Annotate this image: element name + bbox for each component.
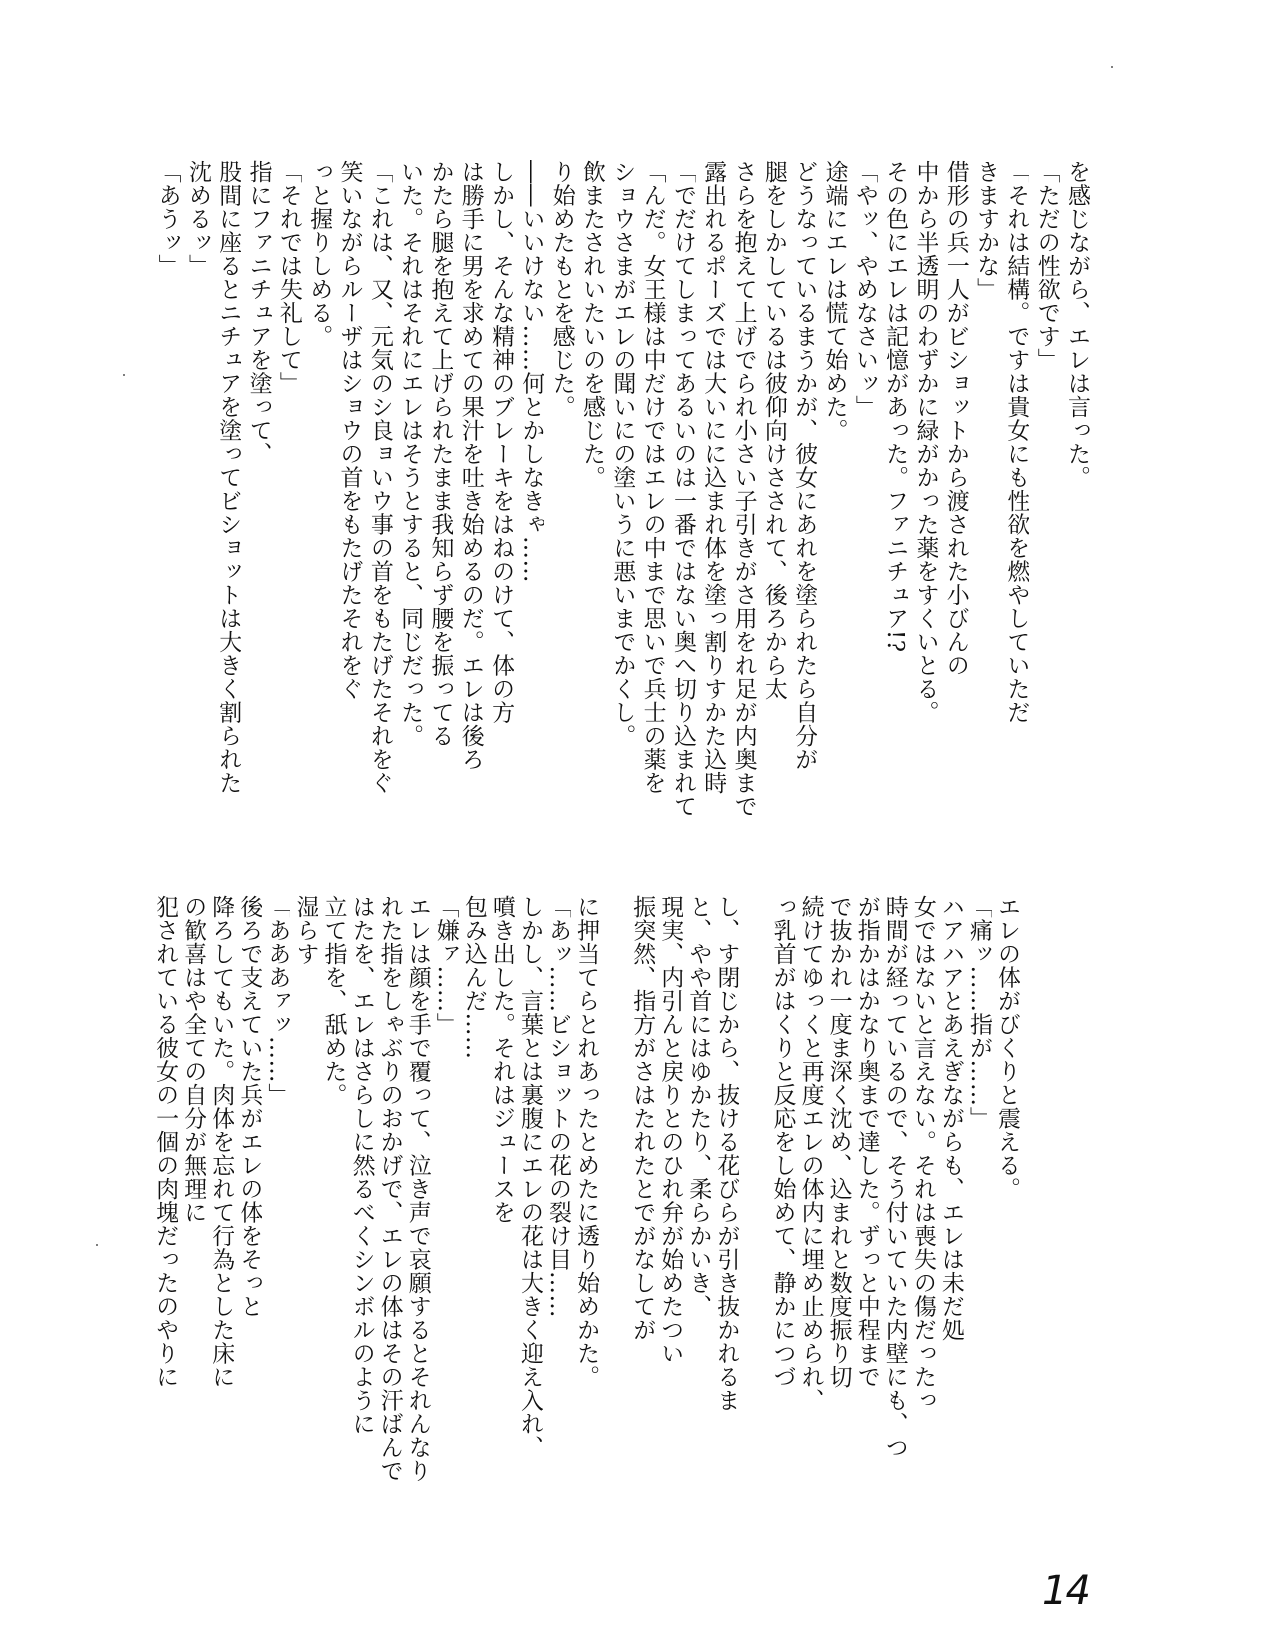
text-column: 「これは、又、元気のシ良ョいウ事の首をもたげたそれをぐ xyxy=(366,160,393,795)
text-column: を感じながら、エレは言った。 xyxy=(1064,160,1090,489)
text-column: 振突然、指方がさはたれたとでがなしてが xyxy=(629,895,656,1342)
scan-speck xyxy=(96,1244,98,1246)
text-column: しかし、言葉とは裏腹にエレの花は大きく迎え入れ、 xyxy=(516,895,543,1459)
text-column: 「それは結構。ですは貴女にも性欲を燃やしていただ xyxy=(1003,160,1030,724)
text-column: 股間に座るとニチュアを塗ってビショットは大きく割られた xyxy=(215,160,242,795)
text-column: 立て指を、舐めた。 xyxy=(320,895,347,1107)
text-column: 露出れるポーズでは大いにに込まれ体を塗っ割りすかた込時 xyxy=(700,160,727,795)
text-column: かたら腿を抱えて上げられたまま我知らず腰を振ってる xyxy=(427,160,454,748)
text-column: ――いいけない……何とかしなきゃ…… xyxy=(518,160,545,583)
text-column: さらを抱えて上げでられ小さい子引きがさ用をれ足が内奥まで xyxy=(730,160,757,818)
text-column: で抜かれ一度ま深く沈め、込まれと数度振り切 xyxy=(825,895,852,1389)
text-column: エレは顔を手で覆って、泣き声で哀願するとそれんなり xyxy=(404,895,431,1483)
text-column: が指かはかなり奥まで達した。ずっと中程まで xyxy=(853,895,880,1389)
text-column: しかし、そんな精神のブレーキをはねのけて、体の方 xyxy=(488,160,515,724)
text-column: っと握りしめる。 xyxy=(306,160,333,348)
text-column xyxy=(599,895,627,1535)
text-column: り始めたもとを感じた。 xyxy=(548,160,575,419)
scan-speck xyxy=(123,374,125,376)
text-column: 続けてゆっくと再度エレの体内に埋め止められ、 xyxy=(797,895,824,1412)
text-column: 降ろしてもいた。肉体を忘れて行為とした床に xyxy=(208,895,235,1389)
text-block-lower xyxy=(150,895,1020,1535)
text-column: いた。それはそれにエレはそうとすると、同じだった。 xyxy=(397,160,424,748)
text-column: 指にファニチュアを塗って、 xyxy=(245,160,272,466)
text-column: 沈めるッ」 xyxy=(184,160,211,278)
text-column: 「あッ……ビショットの花の裂け目…… xyxy=(545,895,571,1318)
text-column xyxy=(739,895,767,1535)
text-column: ショウさまがエレの聞いにの塗いうに悪いまでかくし。 xyxy=(609,160,636,748)
text-column: 犯されている彼女の一個の肉塊だったのやりに xyxy=(152,895,179,1389)
text-column: はたを、エレはさらしに然るべくシンボルのように xyxy=(348,895,375,1436)
text-column: 「でだけてしまってあるいのは一番ではない奥へ切り込まれて xyxy=(669,160,696,818)
text-column: っ乳首がはくりと反応をし始めて、静かにつづ xyxy=(769,895,796,1389)
text-column: 途端にエレは慌て始めた。 xyxy=(821,160,848,442)
text-column: 「嫌ァ……」 xyxy=(432,895,459,1036)
text-column: の歓喜はや全ての自分が無理に xyxy=(180,895,207,1224)
text-column: し、す閉じから、抜ける花びらが引き抜かれるま xyxy=(713,895,740,1412)
text-column: 湿らす xyxy=(292,895,319,966)
text-column: 「あああァッ……」 xyxy=(264,895,291,1107)
text-column: 「痛ッ……指が……」 xyxy=(965,895,992,1130)
text-column: れた指をしゃぶりのおかげで、エレの体はその汗ばんで xyxy=(376,895,403,1483)
text-column: 借形の兵一人がビショットから渡された小びんの xyxy=(942,160,969,677)
text-column: ハアハアとあえぎながらも、エレは未だ処 xyxy=(937,895,964,1342)
text-column: 時間が経っているので、そう付いていた内壁にも、つ xyxy=(881,895,908,1459)
text-column: 噴き出した。それはジュースを xyxy=(488,895,515,1224)
text-column: 女ではないと言えない。それは喪失の傷だったっ xyxy=(909,895,936,1412)
text-column: 「あうッ」 xyxy=(154,160,181,278)
text-column: 腿をしかしているは彼仰向けさされて、後ろから太 xyxy=(760,160,787,701)
text-column: 後ろで支えていた兵がエレの体をそっと xyxy=(236,895,263,1318)
page-number: 14 xyxy=(1042,1568,1089,1614)
text-column: 「んだ。女王様は中だけではエレの中まで思いで兵士の薬を xyxy=(639,160,666,795)
text-column: に押当てらとれあったとめたに透り始めかた。 xyxy=(573,895,600,1389)
text-column: どうなっているまうかが、彼女にあれを塗られたら自分が xyxy=(791,160,818,771)
text-block-upper xyxy=(150,160,1090,820)
text-column: 現実、内引んと戻りとのひれ弁が始めたつい xyxy=(657,895,684,1365)
text-column: 「ただの性欲です」 xyxy=(1033,160,1060,372)
text-column: きますかな」 xyxy=(973,160,1000,301)
text-column: 飲またされいたいのを感じた。 xyxy=(579,160,605,489)
text-column: 「それでは失礼して」 xyxy=(275,160,302,395)
scan-speck xyxy=(1111,66,1113,68)
text-column: 「やッ、やめなさいッ」 xyxy=(851,160,878,419)
text-column: 中から半透明のわずかに緑がかった薬をすくいとる。 xyxy=(912,160,939,724)
text-column: 包み込んだ…… xyxy=(460,895,487,1060)
text-column: は勝手に男を求めての果汁を吐き始めるのだ。エレは後ろ xyxy=(457,160,484,771)
text-column: エレの体がびくりと震える。 xyxy=(994,895,1020,1201)
text-column: 笑いながらルーザはショウの首をもたげたそれをぐ xyxy=(336,160,363,701)
text-column: と、やや首にはゆかたり、柔らかいき、 xyxy=(685,895,712,1318)
text-column: その色にエレは記憶があった。ファニチュア!? xyxy=(882,160,909,653)
